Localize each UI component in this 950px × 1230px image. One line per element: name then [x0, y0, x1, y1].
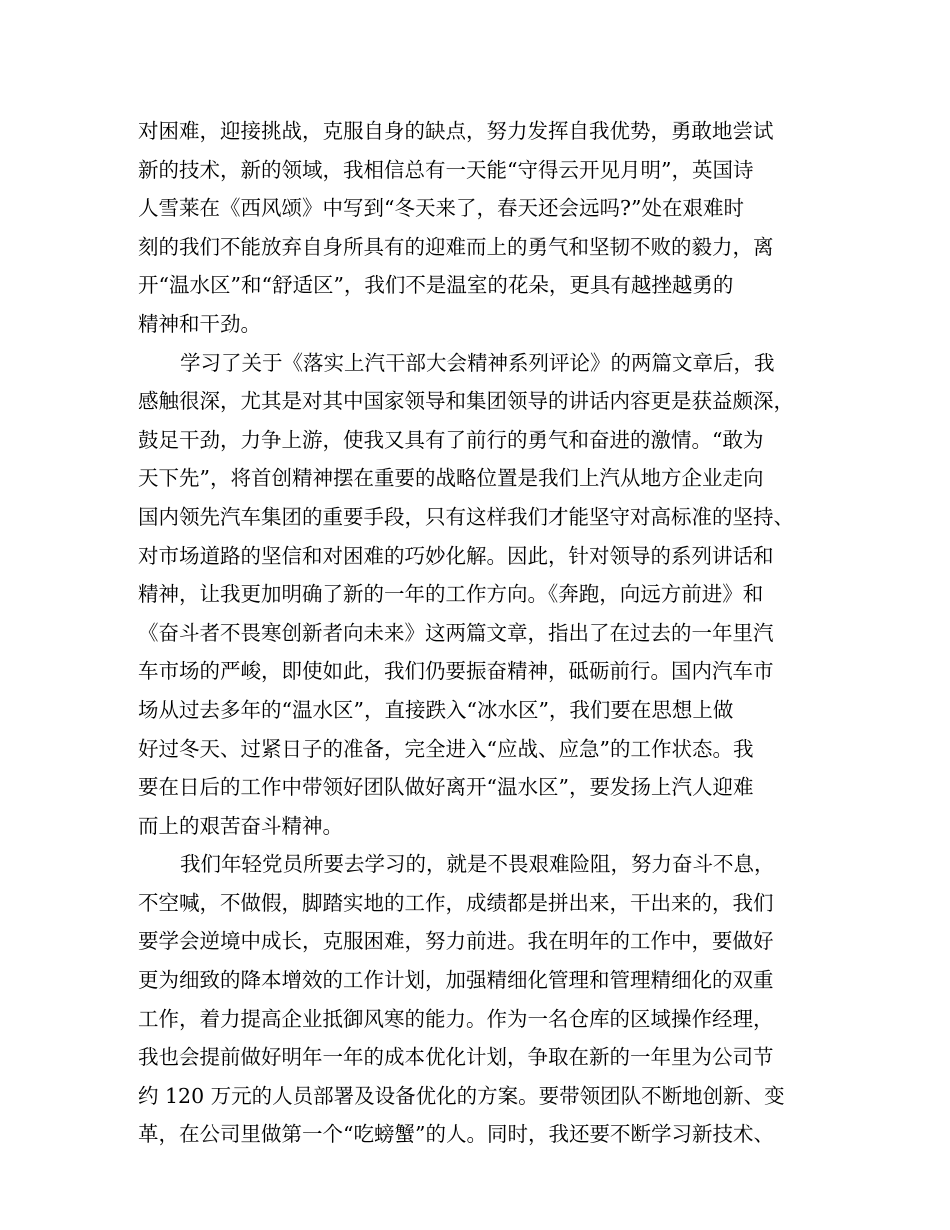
text-line: 《奋斗者不畏寒创新者向未来》这两篇文章，指出了在过去的一年里汽 — [138, 620, 774, 645]
document-page — [138, 112, 830, 1154]
text-line: 工作，着力提高企业抵御风寒的能力。作为一名仓库的区域操作经理， — [138, 1006, 774, 1031]
text-line: 开“温水区”和“舒适区”，我们不是温室的花朵，更具有越挫越勇的 — [138, 273, 734, 298]
text-line: 我们年轻党员所要去学习的，就是不畏艰难险阻，努力奋斗不息， — [180, 852, 775, 877]
text-line: 精神和干劲。 — [138, 311, 261, 336]
text-line: 更为细致的降本增效的工作计划，加强精细化管理和管理精细化的双重 — [138, 968, 774, 993]
text-line: 精神，让我更加明确了新的一年的工作方向。《奔跑，向远方前进》和 — [138, 582, 764, 607]
text-line: 天下先”，将首创精神摆在重要的战略位置是我们上汽从地方企业走向 — [138, 466, 764, 491]
text-line: 我也会提前做好明年一年的成本优化计划，争取在新的一年里为公司节 — [138, 1045, 774, 1070]
text-line: 而上的艰苦奋斗精神。 — [138, 813, 343, 838]
text-line: 学习了关于《落实上汽干部大会精神系列评论》的两篇文章后，我 — [180, 350, 775, 375]
text-line: 约 120 万元的人员部署及设备优化的方案。要带领团队不断地创新、变 — [138, 1083, 785, 1108]
text-line: 对市场道路的坚信和对困难的巧妙化解。因此，针对领导的系列讲话和 — [138, 543, 774, 568]
text-line: 国内领先汽车集团的重要手段，只有这样我们才能坚守对高标准的坚持、 — [138, 504, 794, 529]
text-line: 场从过去多年的“温水区”，直接跌入“冰水区”，我们要在思想上做 — [138, 697, 734, 722]
text-line: 好过冬天、过紧日子的准备，完全进入“应战、应急”的工作状态。我 — [138, 736, 754, 761]
text-line: 感触很深，尤其是对其中国家领导和集团领导的讲话内容更是获益颇深， — [138, 389, 794, 414]
paragraph-1 — [138, 112, 830, 344]
text-line: 车市场的严峻，即使如此，我们仍要振奋精神，砥砺前行。国内汽车市 — [138, 659, 774, 684]
text-line: 鼓足干劲，力争上游，使我又具有了前行的勇气和奋进的激情。“敢为 — [138, 427, 764, 452]
text-line: 人雪莱在《西风颂》中写到“冬天来了，春天还会远吗?”处在艰难时 — [138, 196, 744, 221]
text-line: 要在日后的工作中带领好团队做好离开“温水区”，要发扬上汽人迎难 — [138, 775, 754, 800]
text-line: 新的技术，新的领域，我相信总有一天能“守得云开见月明”，英国诗 — [138, 157, 754, 182]
text-line: 革，在公司里做第一个“吃螃蟹”的人。同时，我还要不断学习新技术、 — [138, 1122, 774, 1147]
text-line: 不空喊，不做假，脚踏实地的工作，成绩都是拼出来，干出来的，我们 — [138, 890, 774, 915]
paragraph-2 — [138, 344, 830, 846]
paragraph-3 — [138, 845, 830, 1154]
text-line: 对困难，迎接挑战，克服自身的缺点，努力发挥自我优势，勇敢地尝试 — [138, 119, 774, 143]
text-line: 刻的我们不能放弃自身所具有的迎难而上的勇气和坚韧不败的毅力，离 — [138, 234, 774, 259]
text-line: 要学会逆境中成长，克服困难，努力前进。我在明年的工作中，要做好 — [138, 929, 774, 954]
